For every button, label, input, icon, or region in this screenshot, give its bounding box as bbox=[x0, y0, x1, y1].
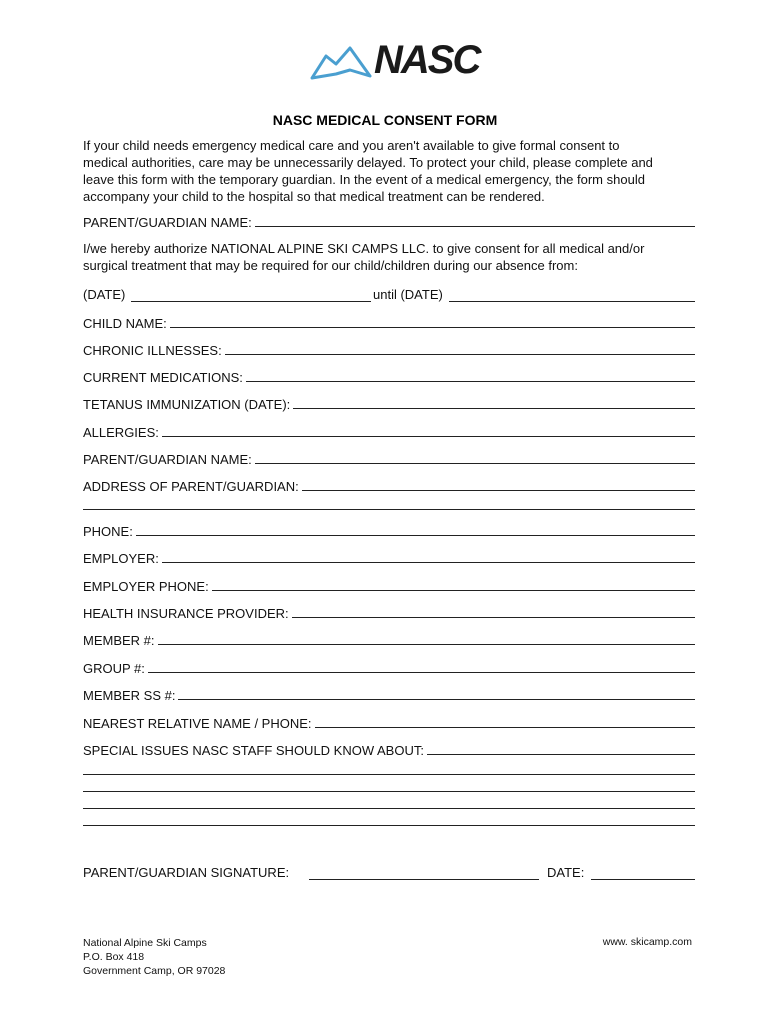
child-name-field[interactable] bbox=[83, 313, 695, 331]
parent-name-2-label: PARENT/GUARDIAN NAME: bbox=[83, 452, 252, 467]
address-field[interactable] bbox=[83, 476, 695, 494]
tetanus-label: TETANUS IMMUNIZATION (DATE): bbox=[83, 397, 291, 412]
allergies-label: ALLERGIES: bbox=[83, 425, 159, 440]
insurance-label: HEALTH INSURANCE PROVIDER: bbox=[83, 606, 289, 621]
intro-line: accompany your child to the hospital so that medical treatment can be rendered. bbox=[83, 189, 545, 204]
parent-name-field[interactable] bbox=[83, 212, 695, 230]
intro-paragraph bbox=[83, 137, 703, 205]
authorize-line: I/we hereby authorize NATIONAL ALPINE SKI CAMPS LLC. to give consent for all medical and/or bbox=[83, 241, 645, 256]
member-line[interactable] bbox=[158, 643, 695, 645]
member-ss-line[interactable] bbox=[178, 698, 695, 700]
parent-name-2-line[interactable] bbox=[255, 462, 695, 464]
nasc-logo bbox=[310, 38, 480, 88]
chronic-illnesses-label: CHRONIC ILLNESSES: bbox=[83, 343, 222, 358]
signature-date-line[interactable] bbox=[591, 878, 695, 880]
child-name-line[interactable] bbox=[170, 326, 695, 328]
member-ss-label: MEMBER SS #: bbox=[83, 688, 176, 703]
footer-website[interactable]: www. skicamp.com bbox=[602, 936, 692, 948]
parent-name-2-field[interactable] bbox=[83, 449, 695, 467]
tetanus-field[interactable] bbox=[83, 394, 695, 412]
footer-po-box: P.O. Box 418 bbox=[83, 951, 145, 963]
tetanus-line[interactable] bbox=[293, 407, 695, 409]
date-until-line[interactable] bbox=[449, 300, 695, 302]
child-name-label: CHILD NAME: bbox=[83, 316, 167, 331]
address-line[interactable] bbox=[302, 489, 695, 491]
current-medications-field[interactable] bbox=[83, 367, 695, 385]
employer-phone-field[interactable] bbox=[83, 576, 695, 594]
special-issues-label: SPECIAL ISSUES NASC STAFF SHOULD KNOW ABOUT: bbox=[83, 743, 424, 758]
employer-phone-line[interactable] bbox=[212, 589, 695, 591]
allergies-field[interactable] bbox=[83, 422, 695, 440]
address-line-2[interactable] bbox=[83, 509, 695, 510]
nearest-relative-label: NEAREST RELATIVE NAME / PHONE: bbox=[83, 716, 312, 731]
phone-line[interactable] bbox=[136, 534, 695, 536]
chronic-illnesses-field[interactable] bbox=[83, 340, 695, 358]
phone-field[interactable] bbox=[83, 521, 695, 539]
employer-field[interactable] bbox=[83, 548, 695, 566]
intro-line: If your child needs emergency medical care and you aren't available to give formal consent to bbox=[83, 138, 620, 153]
date-from-label: (DATE) bbox=[83, 287, 126, 302]
intro-line: medical authorities, care may be unnecessarily delayed. To protect your child, please complete and bbox=[83, 155, 653, 170]
member-field[interactable] bbox=[83, 630, 695, 648]
member-ss-field[interactable] bbox=[83, 685, 695, 703]
employer-line[interactable] bbox=[162, 561, 695, 563]
footer-city: Government Camp, OR 97028 bbox=[83, 965, 226, 977]
special-issues-field[interactable] bbox=[83, 740, 695, 758]
footer-address bbox=[83, 936, 225, 978]
group-label: GROUP #: bbox=[83, 661, 145, 676]
intro-line: leave this form with the temporary guardian. In the event of a medical emergency, the form should bbox=[83, 172, 645, 187]
footer-org: National Alpine Ski Camps bbox=[83, 937, 207, 949]
parent-name-line[interactable] bbox=[255, 225, 695, 227]
nearest-relative-line[interactable] bbox=[315, 726, 695, 728]
parent-name-label: PARENT/GUARDIAN NAME: bbox=[83, 215, 252, 230]
employer-phone-label: EMPLOYER PHONE: bbox=[83, 579, 209, 594]
insurance-line[interactable] bbox=[292, 616, 695, 618]
date-range-field[interactable] bbox=[83, 286, 695, 304]
phone-label: PHONE: bbox=[83, 524, 133, 539]
chronic-illnesses-line[interactable] bbox=[225, 353, 695, 355]
signature-line[interactable] bbox=[309, 878, 539, 880]
mountain-icon bbox=[310, 44, 372, 80]
signature-field[interactable] bbox=[83, 864, 695, 882]
logo-text: NASC bbox=[374, 38, 480, 82]
allergies-line[interactable] bbox=[162, 435, 695, 437]
member-label: MEMBER #: bbox=[83, 633, 155, 648]
group-field[interactable] bbox=[83, 658, 695, 676]
signature-date-label: DATE: bbox=[547, 865, 585, 880]
special-issues-line[interactable] bbox=[427, 753, 695, 755]
date-from-line[interactable] bbox=[131, 300, 371, 302]
current-medications-label: CURRENT MEDICATIONS: bbox=[83, 370, 243, 385]
employer-label: EMPLOYER: bbox=[83, 551, 159, 566]
signature-label: PARENT/GUARDIAN SIGNATURE: bbox=[83, 865, 290, 880]
form-title: NASC MEDICAL CONSENT FORM bbox=[272, 112, 498, 128]
authorize-line: surgical treatment that may be required for our child/children during our absence from: bbox=[83, 258, 578, 273]
current-medications-line[interactable] bbox=[246, 380, 695, 382]
special-issues-line-4[interactable] bbox=[83, 808, 695, 809]
date-until-label: until (DATE) bbox=[373, 287, 443, 302]
insurance-field[interactable] bbox=[83, 603, 695, 621]
special-issues-line-3[interactable] bbox=[83, 791, 695, 792]
special-issues-line-5[interactable] bbox=[83, 825, 695, 826]
special-issues-line-2[interactable] bbox=[83, 774, 695, 775]
group-line[interactable] bbox=[148, 671, 695, 673]
nearest-relative-field[interactable] bbox=[83, 713, 695, 731]
address-label: ADDRESS OF PARENT/GUARDIAN: bbox=[83, 479, 299, 494]
authorization-paragraph bbox=[83, 240, 703, 274]
